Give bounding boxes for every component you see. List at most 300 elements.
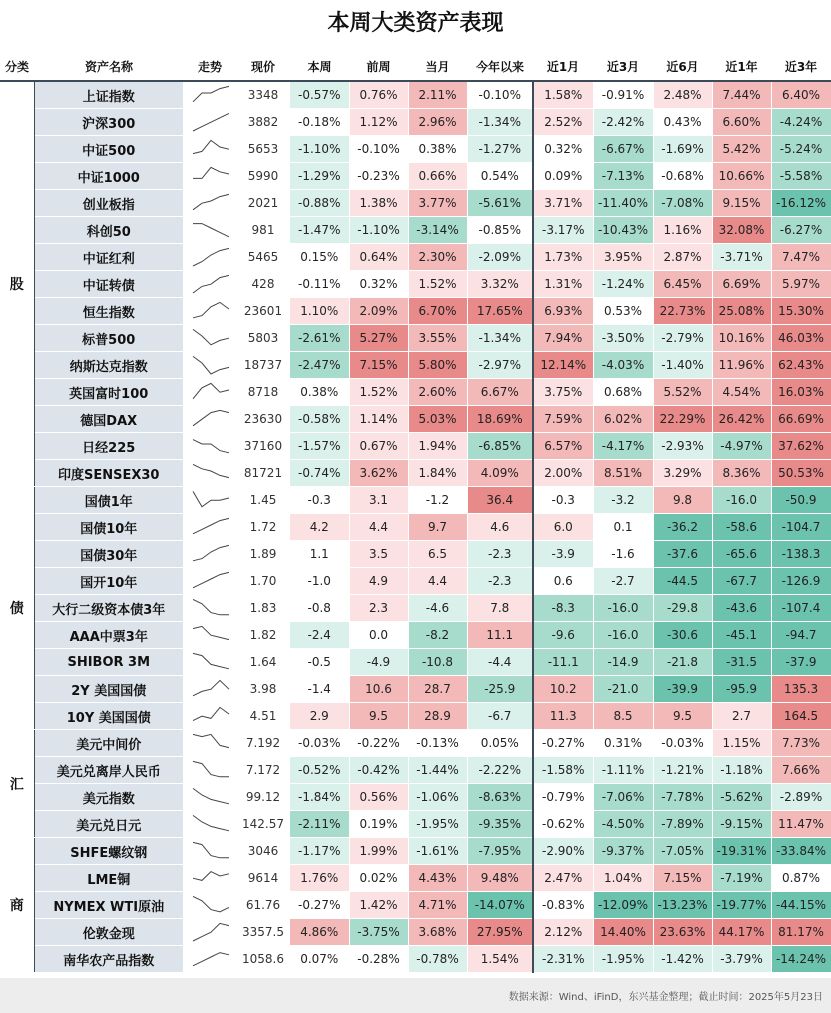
return-cell: 10.66% (712, 163, 771, 190)
sparkline-path (193, 572, 229, 587)
return-cell: -16.0 (593, 595, 653, 622)
return-cell: 22.29% (653, 406, 712, 433)
return-cell: 6.69% (712, 271, 771, 298)
return-cell: 4.9 (349, 568, 408, 595)
return-cell: -4.24% (771, 109, 831, 136)
table-row (0, 568, 831, 595)
return-cell: 1.52% (349, 379, 408, 406)
return-cell: -10.43% (593, 217, 653, 244)
asset-name: 纳斯达克指数 (34, 352, 184, 379)
return-cell: -0.68% (653, 163, 712, 190)
sparkline-path (193, 194, 229, 209)
return-cell: -7.95% (467, 838, 533, 865)
return-cell: 6.02% (593, 406, 653, 433)
current-price: 5465 (236, 244, 290, 271)
return-cell: -2.61% (290, 325, 349, 352)
table-row (0, 217, 831, 244)
return-cell: 0.32% (533, 136, 593, 163)
table-row (0, 946, 831, 973)
return-cell: -6.67% (593, 136, 653, 163)
trend-sparkline (184, 298, 236, 325)
trend-sparkline (184, 136, 236, 163)
return-cell: -1.21% (653, 757, 712, 784)
return-cell: -126.9 (771, 568, 831, 595)
return-cell: 46.03% (771, 325, 831, 352)
return-cell: -0.13% (408, 730, 467, 757)
return-cell: 9.5 (349, 703, 408, 730)
return-cell: 7.59% (533, 406, 593, 433)
sparkline-path (193, 707, 229, 720)
sparkline-path (193, 896, 229, 911)
current-price: 1.64 (236, 649, 290, 676)
return-cell: -2.4 (290, 622, 349, 649)
return-cell: 0.6 (533, 568, 593, 595)
return-cell: -4.4 (467, 649, 533, 676)
return-cell: -0.74% (290, 460, 349, 487)
category-label: 商 (0, 838, 34, 973)
return-cell: -33.84% (771, 838, 831, 865)
return-cell: -9.15% (712, 811, 771, 838)
return-cell: 0.66% (408, 163, 467, 190)
trend-sparkline (184, 433, 236, 460)
category-label: 债 (0, 487, 34, 730)
return-cell: -1.69% (653, 136, 712, 163)
trend-sparkline (184, 595, 236, 622)
return-cell: -21.8 (653, 649, 712, 676)
return-cell: -3.50% (593, 325, 653, 352)
return-cell: 6.67% (467, 379, 533, 406)
current-price: 1.72 (236, 514, 290, 541)
return-cell: 5.97% (771, 271, 831, 298)
footer-bar (0, 978, 831, 1013)
trend-sparkline (184, 325, 236, 352)
return-cell: 4.43% (408, 865, 467, 892)
return-cell: -1.42% (653, 946, 712, 973)
return-cell: 0.53% (593, 298, 653, 325)
table-row (0, 379, 831, 406)
return-cell: -37.6 (653, 541, 712, 568)
return-cell: -0.27% (290, 892, 349, 919)
return-cell: 9.8 (653, 487, 712, 514)
sparkline-path (193, 761, 229, 776)
return-cell: -5.24% (771, 136, 831, 163)
current-price: 1.45 (236, 487, 290, 514)
return-cell: -0.58% (290, 406, 349, 433)
category-label: 股 (0, 81, 34, 487)
table-row (0, 190, 831, 217)
return-cell: 32.08% (712, 217, 771, 244)
asset-name: 国债1年 (34, 487, 184, 514)
return-cell: -0.62% (533, 811, 593, 838)
return-cell: 1.84% (408, 460, 467, 487)
return-cell: 37.62% (771, 433, 831, 460)
trend-sparkline (184, 784, 236, 811)
sparkline-path (193, 653, 229, 668)
header-ytd: 今年以来 (467, 52, 533, 81)
return-cell: 0.76% (349, 81, 408, 109)
return-cell: 26.42% (712, 406, 771, 433)
sparkline-path (193, 545, 229, 560)
return-cell: 2.7 (712, 703, 771, 730)
return-cell: -11.40% (593, 190, 653, 217)
return-cell: 10.16% (712, 325, 771, 352)
return-cell: 2.9 (290, 703, 349, 730)
return-cell: 5.52% (653, 379, 712, 406)
trend-sparkline (184, 190, 236, 217)
return-cell: -2.09% (467, 244, 533, 271)
return-cell: 1.52% (408, 271, 467, 298)
header-trend: 走势 (184, 52, 236, 81)
sparkline-path (193, 224, 229, 237)
return-cell: -6.27% (771, 217, 831, 244)
return-cell: 12.14% (533, 352, 593, 379)
asset-name: 美元兑日元 (34, 811, 184, 838)
return-cell: -16.0 (593, 622, 653, 649)
current-price: 61.76 (236, 892, 290, 919)
return-cell: 1.10% (290, 298, 349, 325)
return-cell: -2.47% (290, 352, 349, 379)
return-cell: -138.3 (771, 541, 831, 568)
return-cell: -19.31% (712, 838, 771, 865)
source-note: 数据来源：Wind、iFinD，东兴基金整理；截止时间：2025年5月23日 (508, 992, 823, 1003)
trend-sparkline (184, 379, 236, 406)
return-cell: -6.7 (467, 703, 533, 730)
trend-sparkline (184, 487, 236, 514)
return-cell: -0.27% (533, 730, 593, 757)
return-cell: -1.2 (408, 487, 467, 514)
current-price: 7.172 (236, 757, 290, 784)
return-cell: -0.88% (290, 190, 349, 217)
table-row (0, 163, 831, 190)
current-price: 99.12 (236, 784, 290, 811)
return-cell: -94.7 (771, 622, 831, 649)
sparkline-path (193, 680, 229, 695)
asset-name: 标普500 (34, 325, 184, 352)
return-cell: -0.42% (349, 757, 408, 784)
trend-sparkline (184, 892, 236, 919)
return-cell: 11.47% (771, 811, 831, 838)
return-cell: 2.52% (533, 109, 593, 136)
return-cell: -2.89% (771, 784, 831, 811)
return-cell: -1.84% (290, 784, 349, 811)
return-cell: -1.40% (653, 352, 712, 379)
table-row (0, 298, 831, 325)
return-cell: 8.36% (712, 460, 771, 487)
return-cell: 44.17% (712, 919, 771, 946)
asset-name: 日经225 (34, 433, 184, 460)
return-cell: -0.57% (290, 81, 349, 109)
return-cell: -2.31% (533, 946, 593, 973)
asset-name: 美元指数 (34, 784, 184, 811)
return-cell: -4.9 (349, 649, 408, 676)
return-cell: 3.95% (593, 244, 653, 271)
return-cell: -0.91% (593, 81, 653, 109)
return-cell: 1.58% (533, 81, 593, 109)
current-price: 428 (236, 271, 290, 298)
return-cell: -1.58% (533, 757, 593, 784)
asset-name: SHIBOR 3M (34, 649, 184, 676)
asset-name: 德国DAX (34, 406, 184, 433)
return-cell: 10.2 (533, 676, 593, 703)
return-cell: -14.07% (467, 892, 533, 919)
return-cell: 0.05% (467, 730, 533, 757)
table-row (0, 109, 831, 136)
return-cell: -1.34% (467, 109, 533, 136)
return-cell: 3.55% (408, 325, 467, 352)
return-cell: 2.3 (349, 595, 408, 622)
header-1m: 近1月 (533, 52, 593, 81)
asset-name: 创业板指 (34, 190, 184, 217)
current-price: 5803 (236, 325, 290, 352)
asset-name: 南华农产品指数 (34, 946, 184, 973)
return-cell: -7.89% (653, 811, 712, 838)
return-cell: -5.62% (712, 784, 771, 811)
trend-sparkline (184, 568, 236, 595)
return-cell: -4.97% (712, 433, 771, 460)
sparkline-path (193, 923, 229, 941)
return-cell: 9.15% (712, 190, 771, 217)
return-cell: 6.0 (533, 514, 593, 541)
return-cell: -0.83% (533, 892, 593, 919)
sparkline-path (193, 842, 229, 857)
asset-name: 国债10年 (34, 514, 184, 541)
current-price: 1.89 (236, 541, 290, 568)
sparkline-path (193, 815, 229, 830)
return-cell: 0.07% (290, 946, 349, 973)
return-cell: 3.75% (533, 379, 593, 406)
return-cell: 3.77% (408, 190, 467, 217)
return-cell: -1.6 (593, 541, 653, 568)
trend-sparkline (184, 244, 236, 271)
current-price: 8718 (236, 379, 290, 406)
table-row (0, 541, 831, 568)
return-cell: 28.9 (408, 703, 467, 730)
return-cell: 9.7 (408, 514, 467, 541)
current-price: 1058.6 (236, 946, 290, 973)
return-cell: -8.2 (408, 622, 467, 649)
return-cell: 0.09% (533, 163, 593, 190)
header-prev-week: 前周 (349, 52, 408, 81)
return-cell: -2.42% (593, 109, 653, 136)
return-cell: 4.86% (290, 919, 349, 946)
return-cell: 1.15% (712, 730, 771, 757)
table-row (0, 595, 831, 622)
return-cell: -2.7 (593, 568, 653, 595)
return-cell: -7.78% (653, 784, 712, 811)
return-cell: 3.1 (349, 487, 408, 514)
return-cell: -1.4 (290, 676, 349, 703)
table-row (0, 352, 831, 379)
return-cell: -0.5 (290, 649, 349, 676)
return-cell: 25.08% (712, 298, 771, 325)
return-cell: 4.09% (467, 460, 533, 487)
table-row (0, 919, 831, 946)
return-cell: 11.96% (712, 352, 771, 379)
return-cell: 0.38% (408, 136, 467, 163)
return-cell: 7.8 (467, 595, 533, 622)
return-cell: 7.44% (712, 81, 771, 109)
return-cell: -9.37% (593, 838, 653, 865)
current-price: 981 (236, 217, 290, 244)
current-price: 3046 (236, 838, 290, 865)
header-this-month: 当月 (408, 52, 467, 81)
table-row (0, 811, 831, 838)
return-cell: 14.40% (593, 919, 653, 946)
return-cell: -0.22% (349, 730, 408, 757)
return-cell: 27.95% (467, 919, 533, 946)
current-price: 7.192 (236, 730, 290, 757)
sparkline-path (193, 410, 229, 425)
table-row (0, 460, 831, 487)
header-1y: 近1年 (712, 52, 771, 81)
return-cell: -104.7 (771, 514, 831, 541)
return-cell: 1.54% (467, 946, 533, 973)
return-cell: -1.34% (467, 325, 533, 352)
return-cell: 0.67% (349, 433, 408, 460)
table-row (0, 325, 831, 352)
return-cell: 6.40% (771, 81, 831, 109)
trend-sparkline (184, 271, 236, 298)
trend-sparkline (184, 703, 236, 730)
return-cell: 15.30% (771, 298, 831, 325)
return-cell: 3.32% (467, 271, 533, 298)
table-row (0, 271, 831, 298)
return-cell: -44.15% (771, 892, 831, 919)
return-cell: 11.3 (533, 703, 593, 730)
header-category: 分类 (0, 52, 34, 81)
return-cell: -0.10% (467, 81, 533, 109)
return-cell: -5.58% (771, 163, 831, 190)
return-cell: 1.99% (349, 838, 408, 865)
return-cell: 1.16% (653, 217, 712, 244)
return-cell: -3.14% (408, 217, 467, 244)
return-cell: 8.5 (593, 703, 653, 730)
return-cell: 0.54% (467, 163, 533, 190)
return-cell: -1.24% (593, 271, 653, 298)
return-cell: -2.93% (653, 433, 712, 460)
return-cell: 6.60% (712, 109, 771, 136)
table-row (0, 784, 831, 811)
return-cell: 3.29% (653, 460, 712, 487)
return-cell: 0.31% (593, 730, 653, 757)
header-3m: 近3月 (593, 52, 653, 81)
return-cell: -0.28% (349, 946, 408, 973)
return-cell: -4.6 (408, 595, 467, 622)
current-price: 3882 (236, 109, 290, 136)
return-cell: 5.27% (349, 325, 408, 352)
trend-sparkline (184, 406, 236, 433)
return-cell: 6.70% (408, 298, 467, 325)
sparkline-path (193, 356, 229, 374)
page-title: 本周大类资产表现 (327, 11, 504, 36)
sparkline-path (193, 734, 229, 747)
header-6m: 近6月 (653, 52, 712, 81)
return-cell: -67.7 (712, 568, 771, 595)
trend-sparkline (184, 81, 236, 109)
return-cell: 0.38% (290, 379, 349, 406)
return-cell: -0.85% (467, 217, 533, 244)
trend-sparkline (184, 730, 236, 757)
return-cell: -21.0 (593, 676, 653, 703)
return-cell: 3.71% (533, 190, 593, 217)
current-price: 81721 (236, 460, 290, 487)
return-cell: -1.0 (290, 568, 349, 595)
current-price: 1.82 (236, 622, 290, 649)
return-cell: -7.05% (653, 838, 712, 865)
return-cell: 0.32% (349, 271, 408, 298)
current-price: 9614 (236, 865, 290, 892)
table-row (0, 514, 831, 541)
return-cell: -1.18% (712, 757, 771, 784)
return-cell: -7.08% (653, 190, 712, 217)
return-cell: -4.03% (593, 352, 653, 379)
return-cell: 2.96% (408, 109, 467, 136)
return-cell: -0.03% (290, 730, 349, 757)
asset-name: 英国富时100 (34, 379, 184, 406)
return-cell: -0.78% (408, 946, 467, 973)
return-cell: 135.3 (771, 676, 831, 703)
return-cell: 11.1 (467, 622, 533, 649)
return-cell: 10.6 (349, 676, 408, 703)
sparkline-path (193, 518, 229, 533)
table-row (0, 865, 831, 892)
asset-name: 大行二级资本债3年 (34, 595, 184, 622)
sparkline-path (193, 383, 229, 398)
trend-sparkline (184, 676, 236, 703)
asset-name: 中证500 (34, 136, 184, 163)
trend-sparkline (184, 757, 236, 784)
trend-sparkline (184, 946, 236, 973)
current-price: 2021 (236, 190, 290, 217)
current-price: 23630 (236, 406, 290, 433)
asset-name: 印度SENSEX30 (34, 460, 184, 487)
return-cell: 4.2 (290, 514, 349, 541)
table-row (0, 136, 831, 163)
asset-name: SHFE螺纹钢 (34, 838, 184, 865)
return-cell: 0.02% (349, 865, 408, 892)
return-cell: 7.66% (771, 757, 831, 784)
return-cell: -4.17% (593, 433, 653, 460)
header-row (0, 52, 831, 81)
sparkline-path (193, 86, 229, 101)
table-row (0, 703, 831, 730)
return-cell: -0.3 (290, 487, 349, 514)
return-cell: 6.57% (533, 433, 593, 460)
return-cell: -50.9 (771, 487, 831, 514)
return-cell: 7.94% (533, 325, 593, 352)
current-price: 142.57 (236, 811, 290, 838)
trend-sparkline (184, 109, 236, 136)
return-cell: 4.6 (467, 514, 533, 541)
asset-name: 科创50 (34, 217, 184, 244)
return-cell: 0.68% (593, 379, 653, 406)
current-price: 18737 (236, 352, 290, 379)
return-cell: -37.9 (771, 649, 831, 676)
asset-name: 美元中间价 (34, 730, 184, 757)
return-cell: 62.43% (771, 352, 831, 379)
return-cell: -2.3 (467, 568, 533, 595)
return-cell: -11.1 (533, 649, 593, 676)
trend-sparkline (184, 163, 236, 190)
return-cell: 81.17% (771, 919, 831, 946)
asset-name: 恒生指数 (34, 298, 184, 325)
asset-name: 沪深300 (34, 109, 184, 136)
return-cell: 2.12% (533, 919, 593, 946)
return-cell: -13.23% (653, 892, 712, 919)
return-cell: -16.0 (712, 487, 771, 514)
return-cell: 2.09% (349, 298, 408, 325)
return-cell: 1.94% (408, 433, 467, 460)
